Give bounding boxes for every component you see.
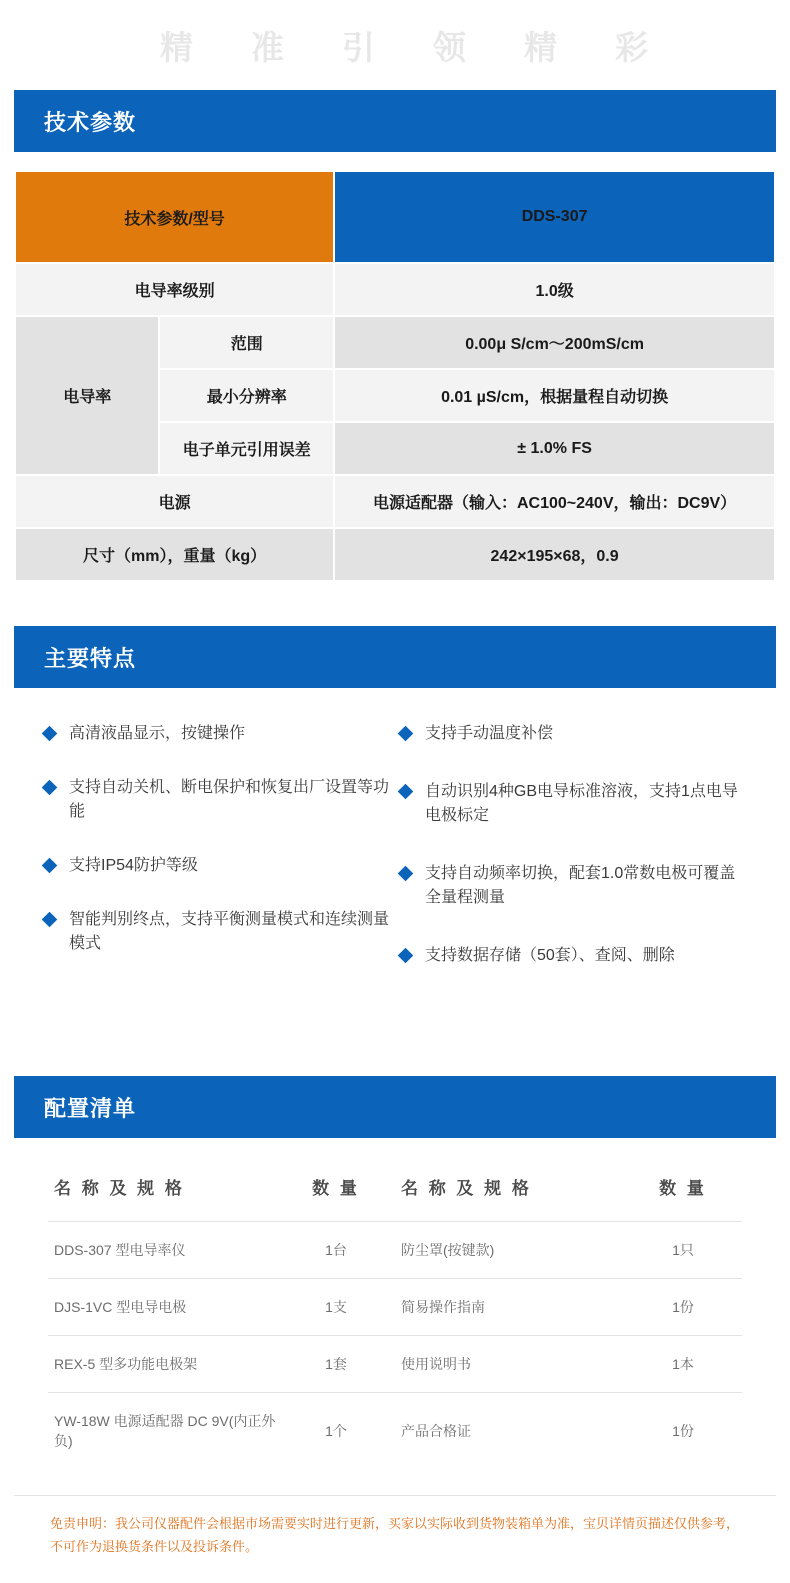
spec-label-dimensions: 尺寸（mm），重量（kg） bbox=[15, 528, 334, 581]
table-row bbox=[15, 316, 775, 369]
config-header-name-1: 名 称 及 规 格 bbox=[54, 1179, 185, 1198]
banner-char-4: 领 bbox=[433, 28, 468, 66]
diamond-bullet-icon bbox=[42, 912, 58, 928]
spec-table-wrapper bbox=[14, 170, 776, 582]
spec-value-resolution: 0.01 µS/cm，根据量程自动切换 bbox=[334, 369, 775, 422]
spec-label-conductivity: 电导率 bbox=[15, 316, 159, 475]
list-item bbox=[44, 722, 390, 746]
config-item-name: 简易操作指南 bbox=[395, 1279, 624, 1336]
config-item-name: DJS-1VC 型电导电极 bbox=[48, 1279, 277, 1336]
feature-text: 支持手动温度补偿 bbox=[425, 725, 554, 742]
spec-value-grade: 1.0级 bbox=[334, 263, 775, 316]
spec-table bbox=[14, 170, 776, 582]
diamond-bullet-icon bbox=[398, 726, 414, 742]
config-item-name: 使用说明书 bbox=[395, 1336, 624, 1393]
spacer bbox=[0, 582, 790, 626]
features-column-left bbox=[44, 722, 390, 1002]
diamond-bullet-icon bbox=[42, 726, 58, 742]
config-header-qty-1: 数 量 bbox=[312, 1179, 360, 1198]
spec-sublabel-resolution: 最小分辨率 bbox=[159, 369, 334, 422]
table-row bbox=[48, 1222, 742, 1279]
table-header-row bbox=[48, 1164, 742, 1222]
config-item-qty: 1份 bbox=[624, 1279, 742, 1336]
spec-value-power: 电源适配器（输入：AC100~240V，输出：DC9V） bbox=[334, 475, 775, 528]
banner-char-3: 引 bbox=[342, 28, 377, 66]
config-list-wrapper bbox=[14, 1138, 776, 1469]
feature-text: 支持数据存储（50套）、查阅、删除 bbox=[425, 947, 675, 964]
feature-text: 支持自动关机、断电保护和恢复出厂设置等功能 bbox=[69, 779, 390, 820]
table-row bbox=[15, 171, 775, 263]
section-header-config: 配置清单 bbox=[14, 1076, 776, 1138]
diamond-bullet-icon bbox=[42, 780, 58, 796]
spec-value-range: 0.00μ S/cm～200mS/cm bbox=[334, 316, 775, 369]
spec-label-grade: 电导率级别 bbox=[15, 263, 334, 316]
list-item bbox=[400, 722, 746, 746]
table-row bbox=[15, 263, 775, 316]
config-item-qty: 1台 bbox=[277, 1222, 395, 1279]
feature-text: 高清液晶显示，按键操作 bbox=[69, 725, 246, 742]
spacer bbox=[0, 1032, 790, 1076]
banner-char-2: 准 bbox=[251, 28, 286, 66]
feature-text: 智能判别终点，支持平衡测量模式和连续测量模式 bbox=[69, 911, 390, 952]
spec-header-model: DDS-307 bbox=[334, 171, 775, 263]
list-item bbox=[44, 854, 390, 878]
list-item bbox=[400, 780, 746, 828]
config-item-name: 防尘罩(按键款) bbox=[395, 1222, 624, 1279]
table-row bbox=[15, 475, 775, 528]
banner-char-5: 精 bbox=[524, 28, 559, 66]
list-item bbox=[400, 944, 746, 968]
spec-label-power: 电源 bbox=[15, 475, 334, 528]
spec-value-error: ± 1.0% FS bbox=[334, 422, 775, 475]
list-item bbox=[44, 908, 390, 956]
spec-value-dimensions: 242×195×68，0.9 bbox=[334, 528, 775, 581]
banner-char-6: 彩 bbox=[615, 28, 650, 66]
section-header-specs: 技术参数 bbox=[14, 90, 776, 152]
config-item-name: YW-18W 电源适配器 DC 9V(内正外负) bbox=[48, 1393, 277, 1470]
config-item-qty: 1份 bbox=[624, 1393, 742, 1470]
config-header-name-2: 名 称 及 规 格 bbox=[400, 1179, 532, 1198]
spec-sublabel-range: 范围 bbox=[159, 316, 334, 369]
config-item-qty: 1套 bbox=[277, 1336, 395, 1393]
features-column-right bbox=[400, 722, 746, 1002]
config-item-qty: 1只 bbox=[624, 1222, 742, 1279]
diamond-bullet-icon bbox=[398, 948, 414, 964]
diamond-bullet-icon bbox=[398, 784, 414, 800]
config-item-name: DDS-307 型电导率仪 bbox=[48, 1222, 277, 1279]
config-item-qty: 1个 bbox=[277, 1393, 395, 1470]
config-item-qty: 1支 bbox=[277, 1279, 395, 1336]
feature-text: 支持自动频率切换，配套1.0常数电极可覆盖全量程测量 bbox=[425, 865, 736, 906]
config-table bbox=[48, 1164, 742, 1469]
features-grid bbox=[14, 688, 776, 1032]
banner-char-1: 精 bbox=[160, 28, 195, 66]
list-item bbox=[400, 862, 746, 910]
spec-sublabel-error: 电子单元引用误差 bbox=[159, 422, 334, 475]
spec-header-param: 技术参数/型号 bbox=[15, 171, 334, 263]
table-row bbox=[48, 1393, 742, 1470]
config-item-qty: 1本 bbox=[624, 1336, 742, 1393]
config-item-name: 产品合格证 bbox=[395, 1393, 624, 1470]
feature-text: 支持IP54防护等级 bbox=[69, 857, 198, 874]
diamond-bullet-icon bbox=[398, 866, 414, 882]
table-row bbox=[48, 1336, 742, 1393]
table-row bbox=[48, 1279, 742, 1336]
diamond-bullet-icon bbox=[42, 858, 58, 874]
config-header-qty-2: 数 量 bbox=[659, 1179, 707, 1198]
feature-text: 自动识别4种GB电导标准溶液，支持1点电导电极标定 bbox=[425, 783, 738, 824]
disclaimer-text: 免责申明：我公司仪器配件会根据市场需要实时进行更新，买家以实际收到货物装箱单为准，宝贝详情页描述仅供参考，不可作为退换货条件以及投诉条件。 bbox=[14, 1495, 776, 1583]
section-header-features: 主要特点 bbox=[14, 626, 776, 688]
list-item bbox=[44, 776, 390, 824]
table-row bbox=[15, 528, 775, 581]
watermark-banner bbox=[0, 0, 790, 90]
config-item-name: REX-5 型多功能电极架 bbox=[48, 1336, 277, 1393]
